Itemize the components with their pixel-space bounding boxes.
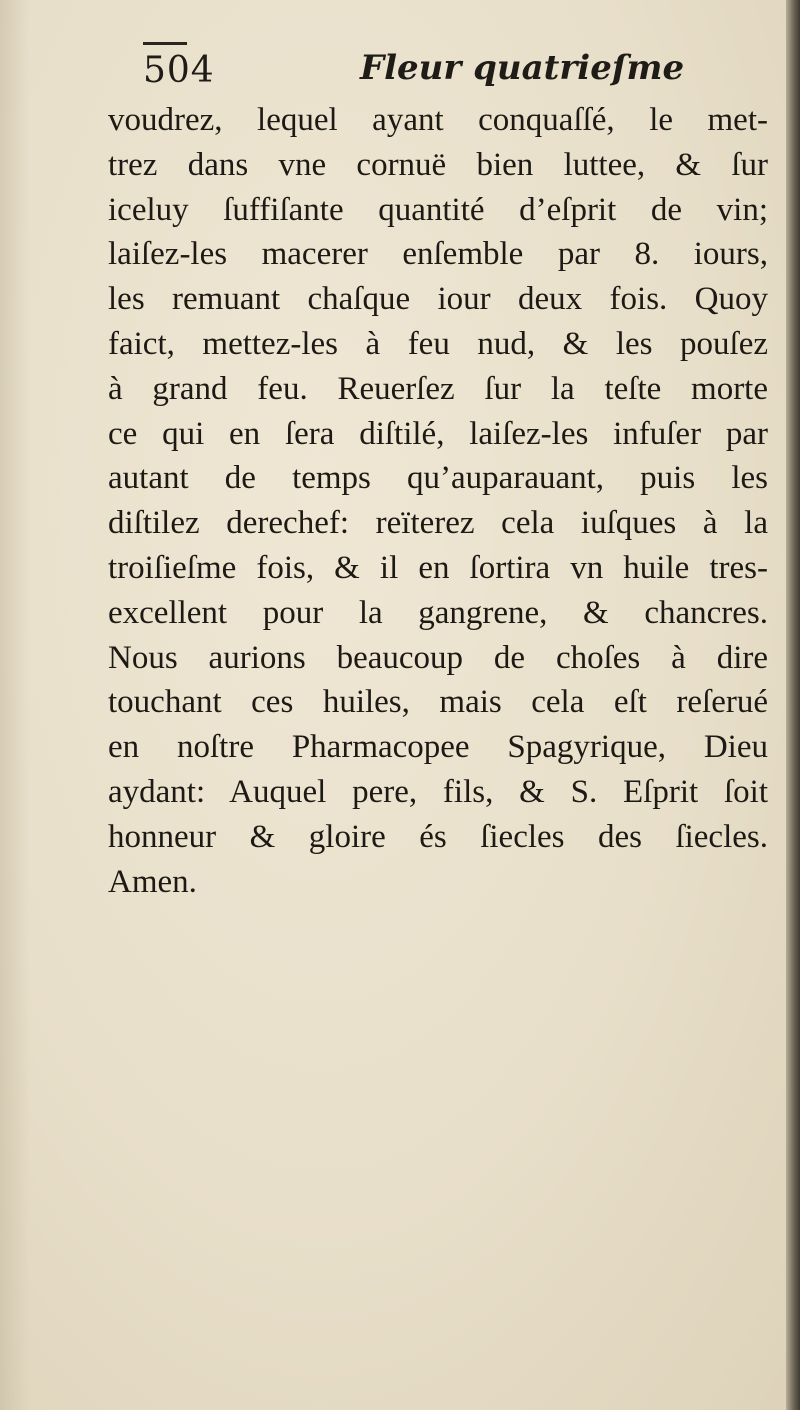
text-line: Nous aurions beaucoup de choſes à dire xyxy=(108,639,768,676)
text-line: excellent pour la gangrene, & chancres. xyxy=(108,594,768,631)
text-line: trez dans vne cornuë bien luttee, & ſur xyxy=(108,146,768,183)
text-line: troiſieſme fois, & il en ſortira vn huile tres- xyxy=(108,549,768,586)
running-title: Fleur quatrieſme xyxy=(360,48,685,88)
page-edge xyxy=(786,0,800,1410)
text-line: ce qui en ſera diſtilé, laiſez-les infuſer par xyxy=(108,415,768,452)
text-line: honneur & gloire és ſiecles des ſiecles. xyxy=(108,818,768,855)
text-line: faict, mettez-les à feu nud, & les pouſez xyxy=(108,325,768,362)
text-line: iceluy ſuffiſante quantité d’eſprit de vin; xyxy=(108,191,768,228)
text-line: diſtilez derechef: reïterez cela iuſques à la xyxy=(108,505,768,542)
page-number: 504 xyxy=(143,50,215,91)
page-header xyxy=(135,48,775,96)
header-rule xyxy=(143,42,187,45)
body-text xyxy=(108,98,768,904)
text-line: en noſtre Pharmacopee Spagyrique, Dieu xyxy=(108,729,768,766)
text-line: les remuant chaſque iour deux fois. Quoy xyxy=(108,281,768,318)
text-line: touchant ces huiles, mais cela eſt reſerué xyxy=(108,684,768,721)
text-line: laiſez-les macerer enſemble par 8. iours, xyxy=(108,236,768,273)
text-line: autant de temps qu’auparauant, puis les xyxy=(108,460,768,497)
text-line: voudrez, lequel ayant conquaſſé, le met- xyxy=(108,102,768,138)
text-line-final: Amen. xyxy=(108,863,197,900)
page-shadow xyxy=(0,0,30,1410)
text-line: à grand feu. Reuerſez ſur la teſte morte xyxy=(108,370,768,407)
text-line: aydant: Auquel pere, fils, & S. Eſprit ſoit xyxy=(108,773,768,810)
